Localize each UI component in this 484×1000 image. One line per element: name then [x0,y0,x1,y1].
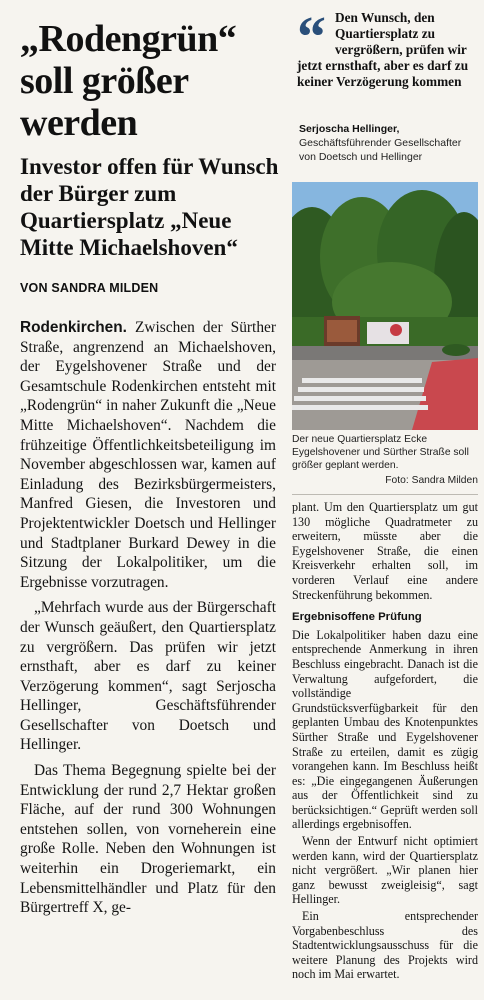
photo-credit: Foto: Sandra Milden [385,475,478,486]
article-body-right [292,500,478,984]
dateline: Rodenkirchen. [20,319,127,336]
paragraph-1-text: Zwischen der Sürther Straße, angrenzend an Michaelshoven, der Eygelshovener Straße und der Gesamtschule Rodenkirchen entsteht mit „Rodengrün“ in naher Zukunft die „Neue Mitte Michaelshoven“. Nachdem die frühzeitige Öffentlichkeitsbeteiligung im November abgeschlossen war, kamen auf Einladung des Bezirksbürgermeisters, Manfred Giesen, die Investoren und Projektentwickler Doetsch und Hellinger und Stadtplaner Burkard Dewey in die Sitzung der Lokalpolitiker, um die Ergebnisse vorzutragen. [20,319,276,591]
pull-quote [297,4,469,90]
right-paragraph-4: Ein entsprechender Vorgabenbeschluss des Stadtentwicklungsausschuss für die weitere Planung des Projekts wird noch im Mai erwartet. [292,909,478,982]
section-subheading: Ergebnisoffene Prüfung [292,611,422,624]
subheadline: Investor offen für Wunsch der Bürger zum Quartiersplatz „Neue Mitte Michaelshoven“ [20,154,279,260]
paragraph-2: „Mehrfach wurde aus der Bürgerschaft der Wunsch geäußert, den Quartiersplatz zu vergrößern. Das prüfen wir jetzt ernsthaft, aber es darf zu keiner Verzögerung kommen“, sagt Serjoscha Hellinger, Geschäftsführender Gesellschafter von Doetsch und Hellinger. [20,599,276,754]
paragraph-3: Das Thema Begegnung spielte bei der Entwicklung der rund 2,7 Hektar großen Fläche, auf der rund 300 Wohnungen entstehen sollen, von vorneherein eine große Rolle. Neben den Wohnungen ist weiterhin ein Drogeriemarkt, ein Lebensmittelhändler und Platz für den Bürgertreff X, ge- [20,762,276,917]
quote-author-name: Serjoscha Hellinger, [299,123,400,135]
right-paragraph-3: Wenn der Entwurf nicht optimiert werden kann, wird der Quartiersplatz nicht vergrößert. „Wir planen hier ganz bewusst zweigleisig“, sagt Hellinger. [292,834,478,907]
headline: „Rodengrün“ soll größer werden [20,18,237,144]
right-paragraph-1: plant. Um den Quartiersplatz um gut 130 mögliche Quadratmeter zu erweitern, müsste aber die Eygelshovener Straße, die einen Kreisverkehr erhalten soll, im vorderen Verlauf eine andere Streckenführung bekommen. [292,500,478,602]
photo-caption: Der neue Quartiersplatz Ecke Eygelshovener und Sürther Straße soll größer geplant werden. [292,434,469,471]
article-photo [292,182,478,430]
pull-quote-text: Den Wunsch, den Quartiersplatz zu vergrößern, prüfen wir jetzt ernsthaft, aber es darf zu keiner Verzögerung kommen [297,10,469,89]
quote-mark-icon: “ [297,4,326,69]
quote-author-role: Geschäftsführender Gesellschafter von Doetsch und Hellinger [299,137,462,163]
paragraph-1 [20,318,276,592]
divider [292,494,478,495]
right-paragraph-2: Die Lokalpolitiker haben dazu eine entsprechende Anmerkung in ihren Beschluss eingebracht. Danach ist die Verwaltung aufgefordert, die vollständige Grundstücksverfügbarkeit für den geplanten Umbau des Knotenpunktes Sürther Straße und Eygelshovener Straße zu erteilen, damit es zügig vorangehen kann. Im Beschluss heißt es: „Die eingegangenen Äußerungen aus der Öffentlichkeit sind zu berücksichtigen.“ Geprüft werden soll allerdings ergebnisoffen. [292,627,478,832]
photo-illustration [292,182,478,430]
byline: VON SANDRA MILDEN [20,281,159,295]
article-body-left [20,318,276,924]
